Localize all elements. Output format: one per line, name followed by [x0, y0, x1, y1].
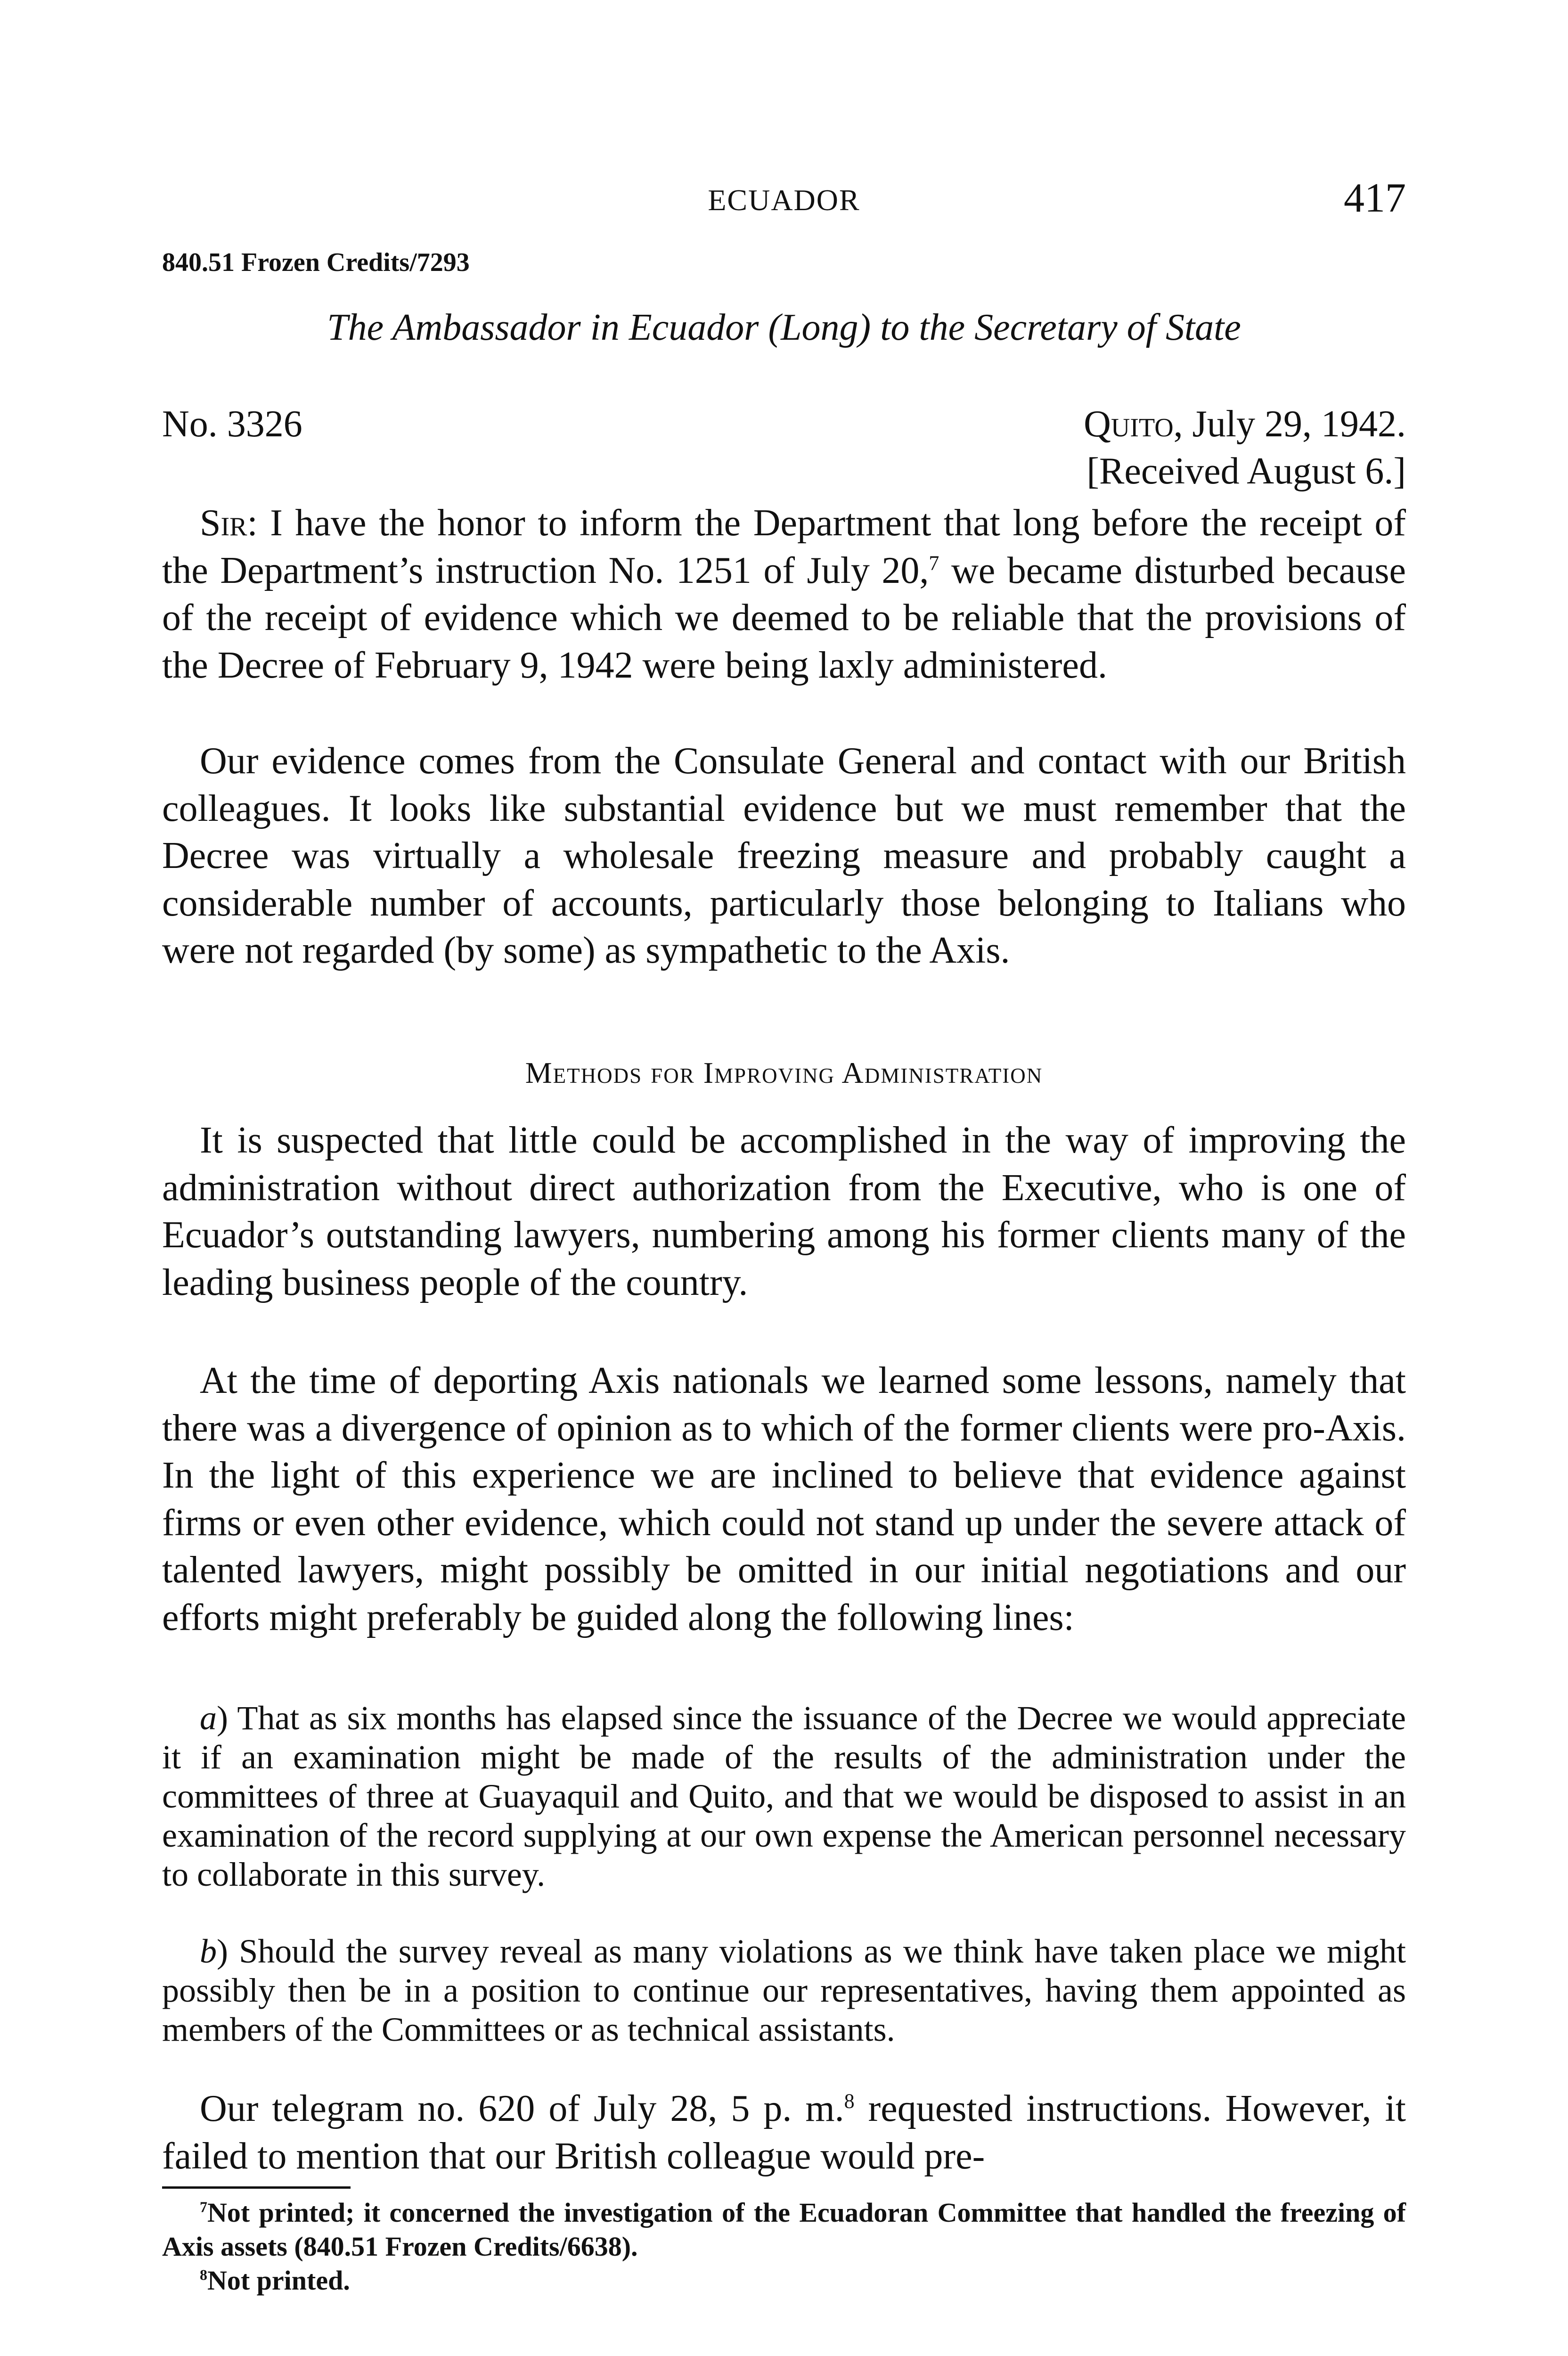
- paragraph-4: [162, 1357, 1406, 1641]
- paragraph-1-text-b: we became disturbed because of the receipt of evidence which we deemed to be reliable that the provisions of the Decree of February 9, 1942 were being laxly administered.: [162, 549, 1406, 686]
- page-number: 417: [1344, 175, 1406, 221]
- dateline: [162, 401, 1406, 495]
- footnote-7: [162, 2196, 1406, 2264]
- paragraph-1-text-a: : I have the honor to inform the Department that long before the receipt of the Department’s instruction No. 1251 of July 20,: [162, 502, 1406, 591]
- list-marker-a: a: [200, 1699, 217, 1737]
- footnote-ref-8: 8: [844, 2089, 855, 2113]
- footnote-7-marker: 7: [200, 2199, 207, 2216]
- footnote-8-text: Not printed.: [207, 2265, 350, 2296]
- document-title: The Ambassador in Ecuador (Long) to the Secretary of State: [327, 307, 1241, 348]
- place-rest: uito: [1111, 403, 1174, 445]
- received-date: [Received August 6.]: [1086, 450, 1406, 492]
- list-item-b: [162, 1932, 1406, 2049]
- document-number: No. 3326: [162, 403, 302, 445]
- paragraph-3-text: It is suspected that little could be accomplished in the way of improving the administration without direct authorization from the Executive, who is one of Ecuador’s outstanding lawyers, numbering among his former clients many of the leading business people of the country.: [162, 1120, 1406, 1303]
- file-number: 840.51 Frozen Credits/7293: [162, 248, 470, 277]
- paragraph-1: [162, 499, 1406, 689]
- paragraph-5-text-a: Our telegram no. 620 of July 28, 5 p. m.: [200, 2088, 844, 2129]
- list-item-b-text: ) Should the survey reveal as many violations as we think have taken place we might possibly then be in a position to continue our representatives, having them appointed as members of the Committees or as technical assistants.: [162, 1932, 1406, 2048]
- paragraph-4-text: At the time of deporting Axis nationals we learned some lessons, namely that there was a divergence of opinion as to which of the former clients were pro-Axis. In the light of this experience we are inclined to believe that evidence against firms or even other evidence, which could not stand up under the severe attack of talented lawyers, might possibly be omitted in our initial negotiations and our efforts might preferably be guided along the following lines:: [162, 1360, 1406, 1638]
- footnote-divider: [162, 2186, 351, 2189]
- footnote-8: [162, 2264, 1406, 2298]
- footnote-8-marker: 8: [200, 2266, 207, 2283]
- footnote-ref-7: 7: [929, 551, 939, 574]
- place-initial: Q: [1084, 403, 1111, 445]
- paragraph-3: [162, 1117, 1406, 1306]
- place-and-date: [1084, 401, 1406, 448]
- footnote-7-text: Not printed; it concerned the investigation of the Ecuadoran Committee that handled the freezing of Axis assets (840.51 Frozen Credits/6638).: [162, 2197, 1406, 2262]
- paragraph-2: [162, 737, 1406, 974]
- paragraph-5-text-b: requested instructions. However, it failed to mention that our British colleague would pre-: [162, 2088, 1406, 2177]
- salutation-initial: S: [200, 502, 221, 544]
- running-title: ECUADOR: [708, 183, 860, 217]
- section-heading: Methods for Improving Administration: [525, 1056, 1043, 1089]
- paragraph-2-text: Our evidence comes from the Consulate General and contact with our British colleagues. It looks like substantial evidence but we must remember that the Decree was virtually a wholesale freezing measure and probably caught a considerable number of accounts, particularly those belonging to Italians who were not regarded (by some) as sympathetic to the Axis.: [162, 740, 1406, 971]
- list-item-a: [162, 1699, 1406, 1894]
- paragraph-5: [162, 2085, 1406, 2180]
- date: , July 29, 1942.: [1173, 403, 1406, 445]
- list-item-a-text: ) That as six months has elapsed since the issuance of the Decree we would appreciate it if an examination might be made of the results of the administration under the committees of three at Guayaquil and Quito, and that we would be disposed to assist in an examination of the record supplying at our own expense the American personnel necessary to collaborate in this survey.: [162, 1699, 1406, 1893]
- running-header: [162, 174, 1406, 231]
- list-marker-b: b: [200, 1932, 217, 1970]
- salutation-rest: ir: [220, 502, 247, 544]
- footnotes: [162, 2196, 1406, 2298]
